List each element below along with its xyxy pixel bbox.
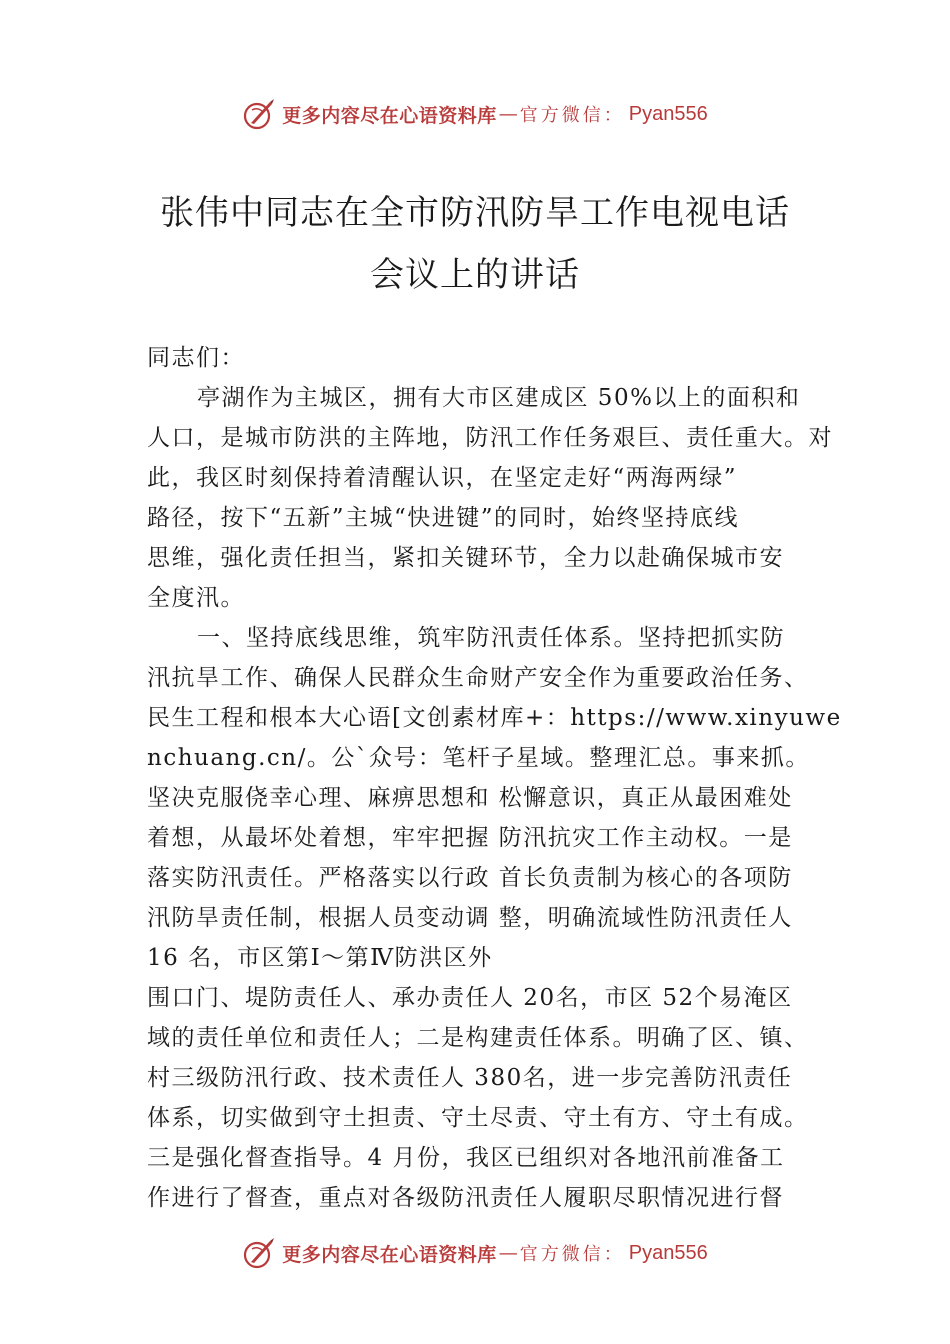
watermark-wechat-id: Pyan556 xyxy=(628,102,708,125)
paragraph-line: 着想，从最坏处着想，牢牢把握 防汛抗灾工作主动权。一是 xyxy=(147,825,793,851)
paragraph-line: 思维，强化责任担当，紧扣关键环节，全力以赴确保城市安 xyxy=(147,545,784,571)
paragraph-line: 围口门、堤防责任人、承办责任人 20名，市区 52个易淹区 xyxy=(147,985,793,1011)
paragraph-line: 汛抗旱工作、确保人民群众生命财产安全作为重要政治任务、 xyxy=(147,665,809,691)
paragraph-line: 作进行了督查，重点对各级防汛责任人履职尽职情况进行督 xyxy=(147,1185,784,1211)
paragraph-line: 坚决克服侥幸心理、麻痹思想和 松懈意识，真正从最困难处 xyxy=(147,785,793,811)
salutation: 同志们： xyxy=(147,345,245,371)
paragraph-2 xyxy=(147,618,827,658)
watermark-wechat-label: 官方微信： xyxy=(519,105,625,126)
paragraph-line: 域的责任单位和责任人；二是构建责任体系。明确了区、镇、 xyxy=(147,1025,809,1051)
paragraph-line: 汛防旱责任制，根据人员变动调 整，明确流域性防汛责任人 xyxy=(147,905,793,931)
watermark-dash: — xyxy=(498,103,518,125)
quill-pen-logo-icon xyxy=(242,1236,276,1270)
paragraph-line: nchuang.cn/。公`众号：笔杆子星域。整理汇总。事来抓。 xyxy=(147,745,810,771)
watermark-main-text: 更多内容尽在心语资料库 xyxy=(282,104,497,127)
paragraph-1-continued xyxy=(147,418,833,618)
watermark-dash: — xyxy=(498,1242,518,1264)
watermark-wechat-id: Pyan556 xyxy=(628,1241,708,1264)
title-line-2: 会议上的讲话 xyxy=(370,255,580,295)
document-body xyxy=(147,338,842,1218)
paragraph-line: 人口，是城市防洪的主阵地，防汛工作任务艰巨、责任重大。对 xyxy=(147,425,833,451)
watermark-main-text: 更多内容尽在心语资料库 xyxy=(282,1243,497,1266)
watermark-banner-top xyxy=(0,94,950,134)
quill-pen-logo-icon xyxy=(242,97,276,131)
paragraph-2-continued xyxy=(147,658,842,1218)
paragraph-line: 民生工程和根本大心语[文创素材库+：https://www.xinyuwe xyxy=(147,705,842,731)
paragraph-line: 16 名，市区第Ⅰ～第Ⅳ防洪区外 xyxy=(147,945,493,971)
paragraph-line: 落实防汛责任。严格落实以行政 首长负责制为核心的各项防 xyxy=(147,865,793,891)
paragraph-line: 村三级防汛行政、技术责任人 380名，进一步完善防汛责任 xyxy=(147,1065,793,1091)
paragraph-1 xyxy=(147,378,827,418)
title-line-1: 张伟中同志在全市防汛防旱工作电视电话 xyxy=(160,193,790,233)
watermark-wechat-label: 官方微信： xyxy=(519,1244,625,1265)
paragraph-line: 亭湖作为主城区，拥有大市区建成区 50%以上的面积和 xyxy=(197,385,801,411)
watermark-banner-bottom xyxy=(0,1233,950,1273)
paragraph-line: 路径，按下“五新”主城“快进键”的同时，始终坚持底线 xyxy=(147,505,740,531)
paragraph-line: 体系，切实做到守土担责、守土尽责、守土有方、守土有成。 xyxy=(147,1105,809,1131)
paragraph-line: 三是强化督查指导。4 月份，我区已组织对各地汛前准备工 xyxy=(147,1145,785,1171)
paragraph-line: 全度汛。 xyxy=(147,585,245,611)
paragraph-line: 一、坚持底线思维，筑牢防汛责任体系。坚持把抓实防 xyxy=(197,625,785,651)
paragraph-line: 此，我区时刻保持着清醒认识，在坚定走好“两海两绿” xyxy=(147,465,738,491)
document-title xyxy=(0,182,950,306)
